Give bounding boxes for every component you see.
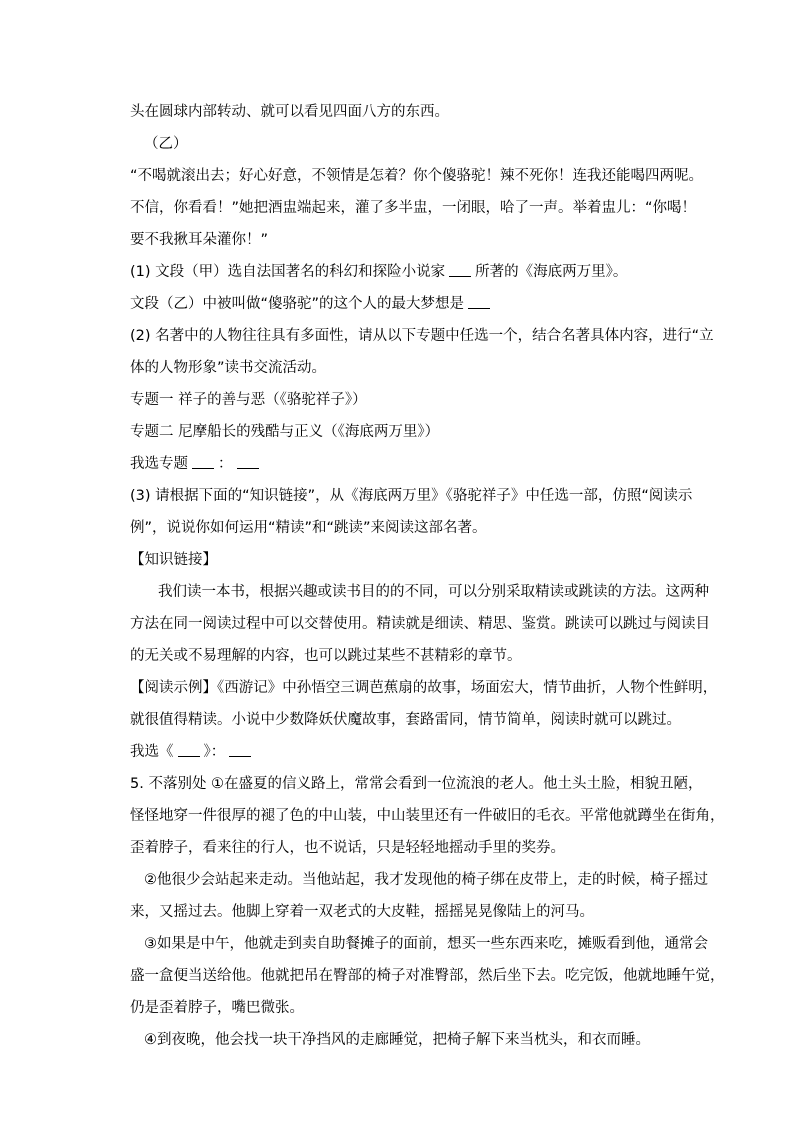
text-line: 方法在同一阅读过程中可以交替使用。精读就是细读、精思、鉴赏。跳读可以跳过与阅读目: [130, 616, 710, 632]
choose-book: [130, 742, 255, 762]
topic-two: 专题二 尼摩船长的残酷与正义（《海底两万里》）: [130, 424, 440, 440]
text-line: 要不我揪耳朵灌你！”: [130, 232, 269, 248]
knowledge-link-heading: 【知识链接】: [130, 552, 217, 568]
answer-blank[interactable]: [468, 294, 490, 309]
paragraph-3: ③如果是中午，他就走到卖自助餐摊子的面前，想买一些东西来吃，摊贩看到他，通常会: [144, 936, 708, 952]
colon: ：: [218, 456, 233, 472]
text-line: 我们读一本书，根据兴趣或读书目的的不同，可以分别采取精读或跳读的方法。这两种: [158, 584, 709, 600]
answer-blank[interactable]: [192, 454, 214, 469]
text-line: “不喝就滚出去；好心好意，不领情是怎着？你个傻骆驼！辣不死你！连我还能喝四两呢。: [130, 168, 704, 184]
question-2: (2) 名著中的人物往往具有多面性，请从以下专题中任选一个，结合名著具体内容，进行“立: [130, 328, 714, 344]
answer-blank[interactable]: [237, 454, 259, 469]
answer-blank[interactable]: [178, 742, 200, 757]
question-1b-text: 文段（乙）中被叫做“傻骆驼”的这个人的最大梦想是: [130, 296, 465, 312]
text-line: 就很值得精读。小说中少数降妖伏魔故事，套路雷同，情节简单，阅读时就可以跳过。: [130, 712, 681, 728]
answer-blank[interactable]: [229, 742, 251, 757]
reading-example: 【阅读示例】《西游记》中孙悟空三调芭蕉扇的故事，场面宏大，情节曲折，人物个性鲜明，: [130, 680, 718, 696]
answer-blank[interactable]: [449, 262, 471, 277]
text-line: 例”，说说你如何运用“精读”和“跳读”来阅读这部名著。: [130, 520, 487, 536]
question-1a: [130, 262, 627, 282]
choose-book-label: 我选《: [130, 744, 174, 760]
text-line: 不信，你看看！”她把酒盅端起来，灌了多半盅，一闭眼，哈了一声。举着盅儿：“你喝！: [130, 200, 697, 216]
question-1a-text: (1) 文段（甲）选自法国著名的科幻和探险小说家: [130, 264, 446, 280]
choose-book-close: 》：: [203, 744, 226, 760]
text-line: 怪怪地穿一件很厚的褪了色的中山装，中山装里还有一件破旧的毛衣。平常他就蹲坐在街角，: [130, 808, 725, 824]
text-line: 头在圆球内部转动、就可以看见四面八方的东西。: [130, 104, 449, 120]
text-line: 来，又摇过去。他脚上穿着一双老式的大皮鞋，摇摇晃晃像陆上的河马。: [130, 904, 594, 920]
topic-one: 专题一 祥子的善与恶（《骆驼祥子》）: [130, 392, 367, 408]
text-line: 仍是歪着脖子，嘴巴微张。: [130, 1000, 304, 1016]
text-line: 体的人物形象”读书交流活动。: [130, 360, 327, 376]
choose-topic: [130, 454, 263, 474]
text-line: 歪着脖子，看来往的行人，也不说话，只是轻轻地摇动手里的奖券。: [130, 840, 565, 856]
choose-topic-label: 我选专题: [130, 456, 188, 472]
section-label-yi: （乙）: [144, 136, 188, 152]
question-5: 5. 不落别处 ①在盛夏的信义路上，常常会看到一位流浪的老人。他土头土脸，相貌丑陋，: [130, 776, 703, 792]
text-line: 的无关或不易理解的内容，也可以跳过某些不甚精彩的章节。: [130, 648, 522, 664]
question-1a-tail: 所著的《海底两万里》。: [475, 264, 628, 280]
question-1b: [130, 294, 494, 314]
paragraph-4: ④到夜晚，他会找一块干净挡风的走廊睡觉，把椅子解下来当枕头，和衣而睡。: [144, 1032, 650, 1048]
text-line: 盛一盒便当送给他。他就把吊在臀部的椅子对准臀部，然后坐下去。吃完饭，他就地睡午觉，: [130, 968, 725, 984]
question-3: (3) 请根据下面的“知识链接”，从《海底两万里》《骆驼祥子》中任选一部，仿照“阅读示: [130, 488, 693, 504]
paragraph-2: ②他很少会站起来走动。当他站起，我才发现他的椅子绑在皮带上，走的时候，椅子摇过: [144, 872, 708, 888]
